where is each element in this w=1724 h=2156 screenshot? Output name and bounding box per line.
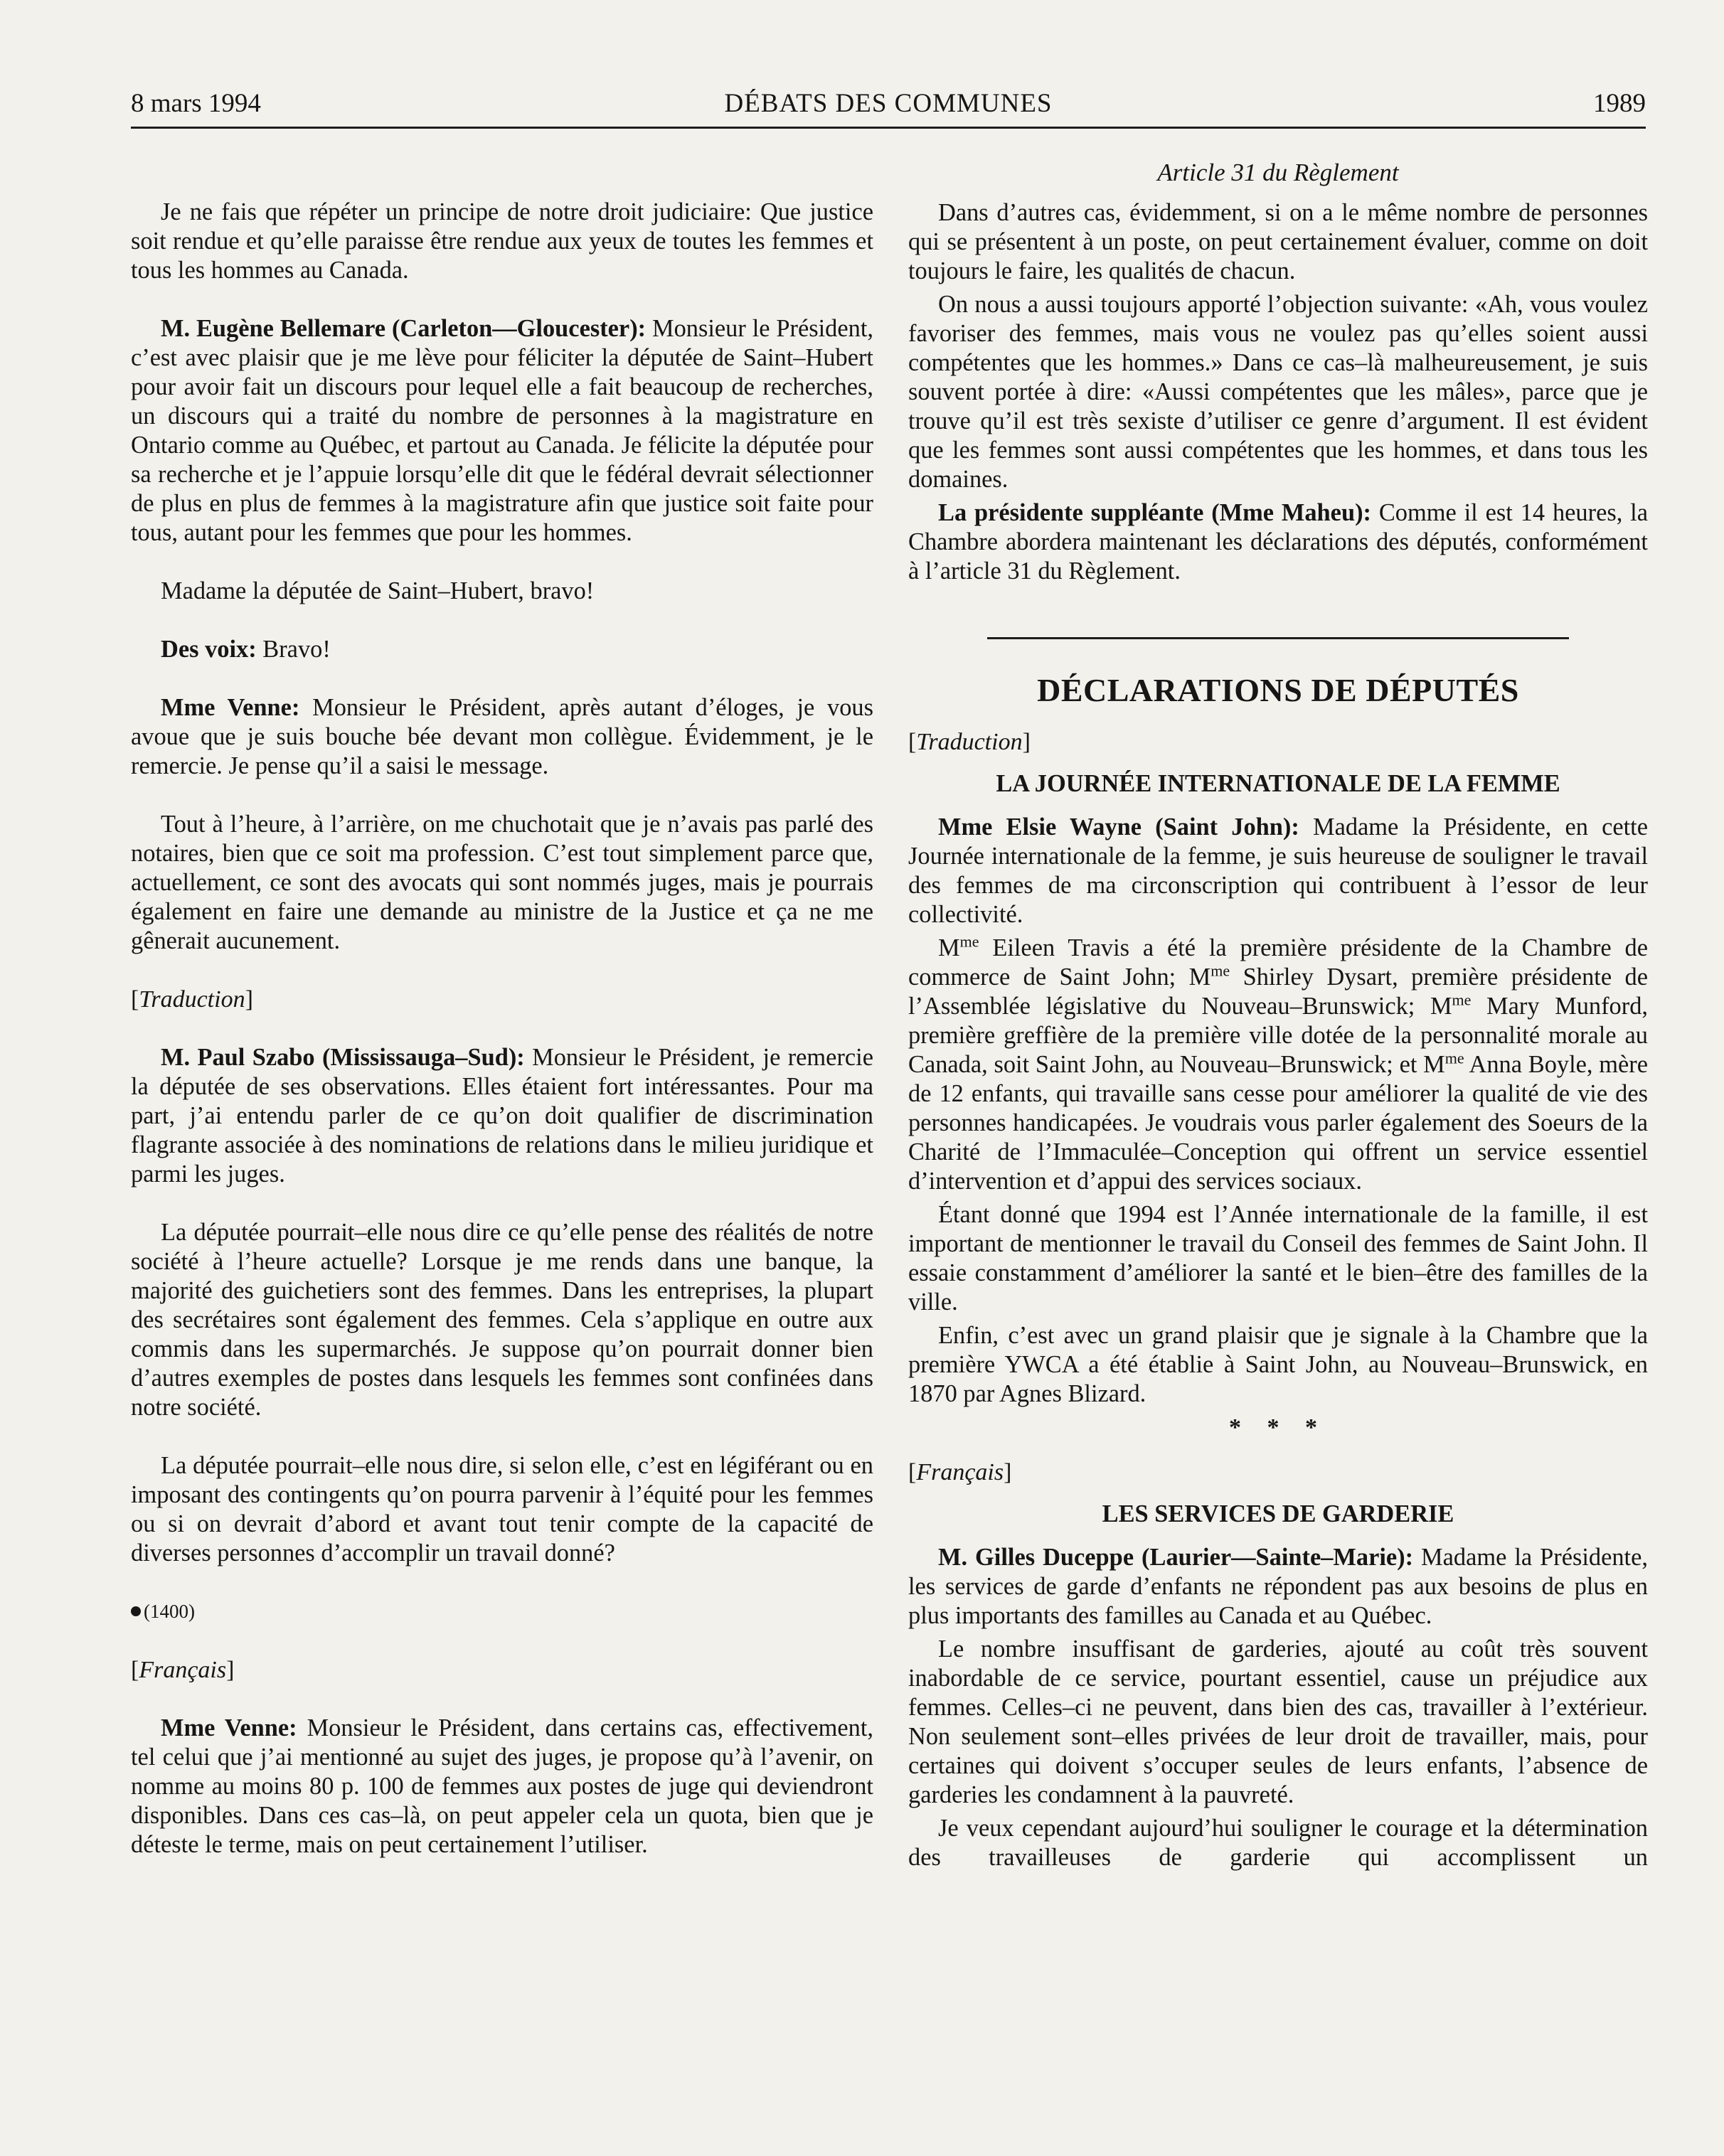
paragraph: La députée pourrait–elle nous dire ce qu’elle pense des réalités de notre société à l’heure actuelle? Lorsque je me rends dans une banque, la majorité des guichetiers sont des femmes. Dans les entreprises, la plupart des secrétaires sont également des femmes. Cela s’applique en outre aux commis dans les supermarchés. Je suppose qu’on pourrait donner bien d’autres exemples de postes dans lesquels les femmes sont confinées dans notre société. xyxy=(131,1219,873,1421)
paragraph: Je ne fais que répéter un principe de notre droit judiciaire: Que justice soit rendue et qu’elle paraisse être rendue aux yeux de toutes les femmes et tous les hommes au Canada. xyxy=(131,198,873,284)
running-header xyxy=(131,84,1646,129)
language-tag-traduction: [Traduction] xyxy=(908,729,1031,755)
speech-text: Comme il est 14 heures, la Chambre abordera maintenant les déclarations des députés, conformément à l’article 31 du Règlement. xyxy=(908,499,1649,585)
paragraph: On nous a aussi toujours apporté l’objection suivante: «Ah, vous voulez favoriser des femmes, mais vous ne voulez pas qu’elles soient aussi compétentes que les hommes.» Dans ce cas–là malheureusement, je suis souvent portée à dire: «Aussi compétentes que les mâles», parce que je trouve qu’il est très sexiste d’utiliser ce genre d’argument. Il est évident que les femmes sont aussi compétentes que les hommes, et dans tous les domaines. xyxy=(908,291,1648,493)
time-marker: (1400) xyxy=(131,1597,873,1626)
bullet-icon xyxy=(131,1606,141,1616)
paragraph: Tout à l’heure, à l’arrière, on me chuchotait que je n’avais pas parlé des notaires, bien que ce soit ma profession. C’est tout simplement parce que, actuellement, ce sont des avocats qui sont nommés juges, mais je pourrais également en faire une demande au ministre de la Justice et ça ne me gênerait aucunement. xyxy=(131,811,873,954)
speech-text: Madame la Présidente, en cette Journée internationale de la femme, je suis heureuse de souligner le travail des femmes de ma circonscription qui contribuent à l’essor de leur collectivité. xyxy=(908,813,1648,928)
speech-text: Monsieur le Président, après autant d’éloges, je vous avoue que je suis bouche bée devant mon collègue. Évidemment, je le remercie. Je pense qu’il a saisi le message. xyxy=(131,694,873,779)
speech-text: Madame la Présidente, les services de garde d’enfants ne répondent pas aux besoins de plus en plus importants des familles au Canada et au Québec. xyxy=(908,1544,1648,1629)
statement-subheading: LA JOURNÉE INTERNATIONALE DE LA FEMME xyxy=(996,770,1560,797)
paragraph: Je veux cependant aujourd’hui souligner le courage et la détermination des travailleuses de garderie qui accomplissent un xyxy=(908,1815,1648,1871)
speech-text: Monsieur le Président, dans certains cas, effectivement, tel celui que j’ai mentionné au sujet des juges, je propose qu’à l’avenir, on nomme au moins 80 p. 100 de femmes aux postes de juge qui deviendront disponibles. Dans ces cas–là, on peut appeler cela un quota, bien que je déteste le terme, mais on peut certainement l’utiliser. xyxy=(131,1714,873,1858)
speech-text: Monsieur le Président, je remercie la députée de ses observations. Elles étaient fort intéressantes. Pour ma part, j’ai entendu parler de ce qu’on doit qualifier de discrimination flagrante associée à des nominations de relations dans le milieu juridique et parmi les juges. xyxy=(131,1044,873,1188)
speech-paragraph xyxy=(131,314,873,548)
article-heading: Article 31 du Règlement xyxy=(1157,159,1399,186)
paragraph: Enfin, c’est avec un grand plaisir que je signale à la Chambre que la première YWCA a été établie à Saint John, au Nouveau–Brunswick, en 1870 par Agnes Blizard. xyxy=(908,1322,1648,1407)
section-title: DÉCLARATIONS DE DÉPUTÉS xyxy=(1037,672,1519,708)
speaker-name: M. Gilles Duceppe (Laurier—Sainte–Marie): xyxy=(938,1544,1414,1571)
language-tag-francais: [Français] xyxy=(908,1459,1012,1485)
paragraph: Madame la députée de Saint–Hubert, bravo! xyxy=(161,577,595,604)
speech-text: Bravo! xyxy=(256,636,331,663)
paragraph: Étant donné que 1994 est l’Année internationale de la famille, il est important de mentionner le travail du Conseil des femmes de Saint John. Il essaie constamment d’améliorer la santé et le bien–être des familles de la ville. xyxy=(908,1201,1648,1316)
left-column xyxy=(131,198,873,1889)
speech-paragraph xyxy=(131,635,873,664)
speech-paragraph xyxy=(908,498,1648,586)
paragraph: Le nombre insuffisant de garderies, ajouté au coût très souvent inabordable de ce service, pourtant essentiel, cause un préjudice aux femmes. Celles–ci ne peuvent, dans bien des cas, travailler à l’extérieur. Non seulement sont–elles privées de leur droit de travailler, mais, pour certaines qui doivent s’occuper seules de leurs enfants, l’absence de garderies les condamnent à la pauvreté. xyxy=(908,1635,1648,1808)
speaker-name: M. Eugène Bellemare (Carleton—Gloucester): xyxy=(161,315,646,342)
asterisk-divider: * * * xyxy=(1229,1414,1327,1441)
speech-paragraph xyxy=(908,1543,1648,1631)
speaker-name: Mme Venne: xyxy=(161,1714,297,1741)
speaker-name: M. Paul Szabo (Mississauga–Sud): xyxy=(161,1044,525,1071)
speaker-name: La présidente suppléante (Mme Maheu): xyxy=(938,499,1371,526)
paragraph: La députée pourrait–elle nous dire, si selon elle, c’est en légiférant ou en imposant des contingents qu’on pourra parvenir à l’équité pour les femmes ou si on devrait d’abord et avant tout tenir compte de la capacité de diverses personnes d’accomplir un travail donné? xyxy=(131,1452,873,1567)
speaker-name: Mme Elsie Wayne (Saint John): xyxy=(938,813,1299,840)
statement-subheading: LES SERVICES DE GARDERIE xyxy=(1102,1500,1454,1527)
right-column xyxy=(908,158,1648,1877)
header-publication: DÉBATS DES COMMUNES xyxy=(724,89,1053,118)
speaker-name: Des voix: xyxy=(161,636,257,663)
language-tag-traduction: [Traduction] xyxy=(131,986,253,1013)
speech-paragraph xyxy=(908,813,1648,929)
speech-paragraph xyxy=(131,1714,873,1859)
section-separator xyxy=(987,637,1569,639)
paragraph: $M^{me}$ Eileen Travis a été la première présidente de la Chambre de commerce de Saint John; $M^{me}$ Shirley Dysart, première présidente de l’Assemblée législative du Nouveau–Brunswick; $M^{me}$ Mary Munford, première greffière de la première ville dotée de la personnalité morale au Canada, soit Saint John, au Nouveau–Brunswick; et $M^{me}$ Anna Boyle, mère de 12 enfants, qui travaille sans cesse pour améliorer la qualité de vie des personnes handicapées. Je voudrais vous parler également des Soeurs de la Charité de l’Immaculée–Conception qui offrent un service essentiel d’intervention et d’appui des services sociaux. xyxy=(908,932,1648,1195)
paragraph: Dans d’autres cas, évidemment, si on a le même nombre de personnes qui se présentent à un poste, on peut certainement évaluer, comme on doit toujours le faire, les qualités de chacun. xyxy=(908,199,1648,284)
language-tag-francais: [Français] xyxy=(131,1657,235,1683)
header-page-number: 1989 xyxy=(1593,89,1646,118)
header-date: 8 mars 1994 xyxy=(131,89,261,118)
speech-paragraph xyxy=(131,1043,873,1189)
speech-paragraph xyxy=(131,693,873,781)
speaker-name: Mme Venne: xyxy=(161,694,300,721)
speech-text: Monsieur le Président, c’est avec plaisir que je me lève pour féliciter la députée de Saint–Hubert pour avoir fait un discours pour lequel elle a fait beaucoup de recherches, un discours qui a traité du nombre de personnes à la magistrature en Ontario comme au Québec, et partout au Canada. Je félicite la députée pour sa recherche et je l’appuie lorsqu’elle dit que le fédéral devrait sélectionner de plus en plus de femmes à la magistrature afin que justice soit faite pour tous, autant pour les femmes que pour les hommes. xyxy=(131,315,873,546)
